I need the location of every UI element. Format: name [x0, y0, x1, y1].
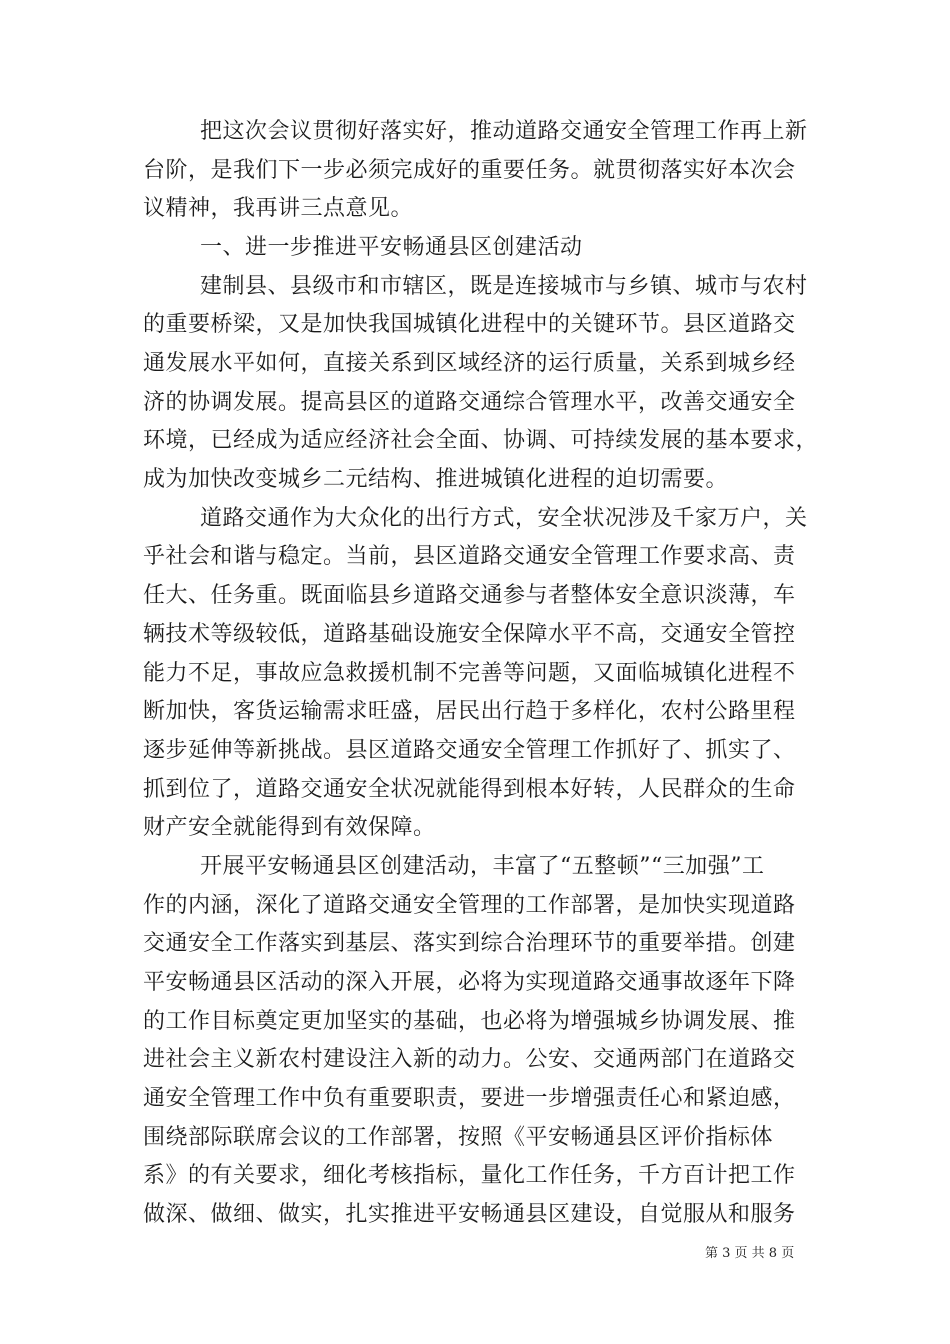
paragraph-2-line-4: 济的协调发展。提高县区的道路交通综合管理水平，改善交通安全 — [143, 389, 796, 415]
section-heading: 一、进一步推进平安畅通县区创建活动 — [200, 235, 583, 261]
paragraph-4-line-4: 平安畅通县区活动的深入开展，必将为实现道路交通事故逐年下降 — [143, 969, 796, 995]
paragraph-4-line-2: 作的内涵，深化了道路交通安全管理的工作部署，是加快实现道路 — [143, 892, 796, 918]
paragraph-4-line-6: 进社会主义新农村建设注入新的动力。公安、交通两部门在道路交 — [143, 1047, 796, 1073]
paragraph-3-line-9: 财产安全就能得到有效保障。 — [143, 815, 436, 841]
paragraph-3-line-3: 任大、任务重。既面临县乡道路交通参与者整体安全意识淡薄，车 — [143, 583, 796, 609]
paragraph-3-line-8: 抓到位了，道路交通安全状况就能得到根本好转，人民群众的生命 — [143, 776, 796, 802]
paragraph-4-line-10: 做深、做细、做实，扎实推进平安畅通县区建设，自觉服从和服务 — [143, 1202, 796, 1227]
paragraph-3-line-1: 道路交通作为大众化的出行方式，安全状况涉及千家万户，关 — [200, 505, 808, 531]
paragraph-3-line-2: 乎社会和谐与稳定。当前，县区道路交通安全管理工作要求高、责 — [143, 544, 796, 570]
paragraph-1-line-3: 议精神，我再讲三点意见。 — [143, 196, 414, 222]
paragraph-2-line-6: 成为加快改变城乡二元结构、推进城镇化进程的迫切需要。 — [143, 467, 729, 493]
paragraph-2-line-3: 通发展水平如何，直接关系到区域经济的运行质量，关系到城乡经 — [143, 351, 796, 377]
paragraph-4-line-3: 交通安全工作落实到基层、落实到综合治理环节的重要举措。创建 — [143, 931, 796, 957]
paragraph-3-line-5: 能力不足，事故应急救援机制不完善等问题，又面临城镇化进程不 — [143, 660, 796, 686]
paragraph-2-line-2: 的重要桥梁，又是加快我国城镇化进程中的关键环节。县区道路交 — [143, 312, 796, 338]
paragraph-1-line-2: 台阶，是我们下一步必须完成好的重要任务。就贯彻落实好本次会 — [143, 157, 796, 183]
paragraph-3-line-4: 辆技术等级较低，道路基础设施安全保障水平不高，交通安全管控 — [143, 621, 796, 647]
page-number: 第 3 页 共 8 页 — [705, 1246, 795, 1261]
paragraph-4-line-8: 围绕部际联席会议的工作部署，按照《平安畅通县区评价指标体 — [143, 1124, 774, 1150]
paragraph-2-line-5: 环境，已经成为适应经济社会全面、协调、可持续发展的基本要求， — [143, 428, 819, 454]
paragraph-2-line-1: 建制县、县级市和市辖区，既是连接城市与乡镇、城市与农村 — [200, 273, 808, 299]
paragraph-4-line-1: 开展平安畅通县区创建活动，丰富了“五整顿”“三加强”工 — [200, 853, 765, 879]
paragraph-4-line-5: 的工作目标奠定更加坚实的基础，也必将为增强城乡协调发展、推 — [143, 1008, 796, 1034]
paragraph-4-line-7: 通安全管理工作中负有重要职责，要进一步增强责任心和紧迫感， — [143, 1085, 796, 1111]
paragraph-3-line-6: 断加快，客货运输需求旺盛，居民出行趋于多样化，农村公路里程 — [143, 699, 796, 725]
paragraph-3-line-7: 逐步延伸等新挑战。县区道路交通安全管理工作抓好了、抓实了、 — [143, 737, 796, 763]
paragraph-1-line-1: 把这次会议贯彻好落实好，推动道路交通安全管理工作再上新 — [200, 119, 808, 144]
paragraph-4-line-9: 系》的有关要求，细化考核指标，量化工作任务，千方百计把工作 — [143, 1163, 796, 1189]
